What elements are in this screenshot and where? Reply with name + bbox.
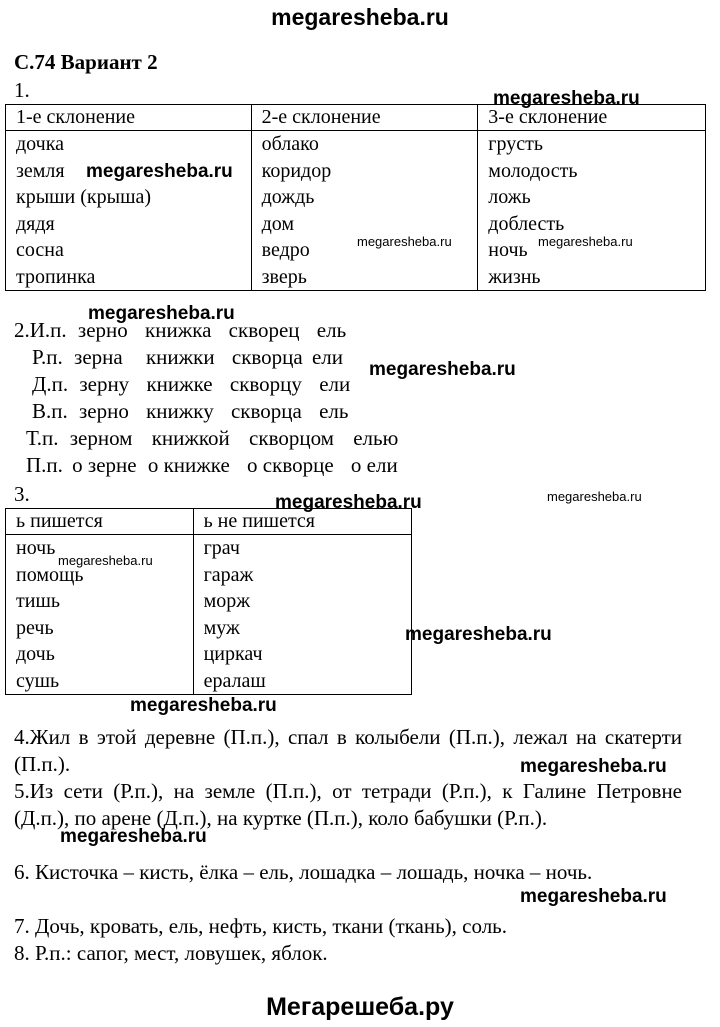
case-word: ели bbox=[311, 345, 344, 369]
table-cell: ночь bbox=[6, 535, 194, 562]
table-cell: ералаш bbox=[193, 668, 411, 695]
column-header: 3-е склонение bbox=[478, 105, 706, 131]
watermark: megaresheba.ru bbox=[493, 88, 640, 109]
table-cell: дом bbox=[251, 211, 478, 238]
soft-sign-table bbox=[5, 508, 412, 695]
case-word: книжка bbox=[145, 318, 212, 342]
table-cell: тишь bbox=[6, 588, 194, 615]
watermark: megaresheba.ru bbox=[58, 553, 153, 568]
case-word: книжкой bbox=[151, 426, 230, 450]
table-cell: помощь bbox=[6, 562, 194, 589]
task-number: 2. bbox=[14, 318, 30, 342]
answer-text: 5.Из сети (Р.п.), на земле (П.п.), от тетради (Р.п.), к Галине Петровне (Д.п.), по арене (Д.п.), на куртке (П.п.), коло бабушки (Р.п.). bbox=[14, 779, 682, 830]
table-cell: дочка bbox=[6, 131, 252, 158]
watermark: megaresheba.ru bbox=[275, 492, 422, 513]
watermark: megaresheba.ru bbox=[547, 489, 642, 504]
case-word: о зерне bbox=[72, 453, 137, 477]
table-cell: сушь bbox=[6, 668, 194, 695]
table-row bbox=[6, 668, 412, 695]
table-cell: ложь bbox=[478, 184, 706, 211]
case-row-genitive bbox=[32, 345, 343, 370]
case-word: ели bbox=[319, 372, 351, 396]
declension-table bbox=[5, 104, 706, 291]
watermark: megaresheba.ru bbox=[60, 826, 207, 847]
case-word: зерну bbox=[79, 372, 130, 396]
case-row-prepositional bbox=[26, 453, 398, 478]
table-cell: ведро bbox=[251, 237, 478, 264]
table-cell: морж bbox=[193, 588, 411, 615]
answer-task6 bbox=[14, 859, 682, 886]
table-cell: молодость bbox=[478, 158, 706, 185]
table-cell: сосна bbox=[6, 237, 252, 264]
site-header: megaresheba.ru bbox=[271, 4, 449, 30]
case-word: скворец bbox=[228, 318, 300, 342]
table-cell: грусть bbox=[478, 131, 706, 158]
case-word: о книжке bbox=[147, 453, 230, 477]
case-word: скворцом bbox=[249, 426, 334, 450]
answer-text: 4.Жил в этой деревне (П.п.), спал в колыбели (П.п.), лежал на скатерти (П.п.). bbox=[14, 725, 682, 776]
table-cell: тропинка bbox=[6, 264, 252, 291]
table-cell: дядя bbox=[6, 211, 252, 238]
table-row bbox=[6, 615, 412, 642]
case-word: о скворце bbox=[247, 453, 334, 477]
watermark: megaresheba.ru bbox=[357, 234, 452, 249]
answer-text: 8. Р.п.: сапог, мест, ловушек, яблок. bbox=[14, 941, 328, 965]
table-row bbox=[6, 264, 706, 291]
answer-task8 bbox=[14, 940, 682, 967]
case-word: книжке bbox=[146, 372, 213, 396]
case-word: зерна bbox=[74, 345, 123, 369]
case-label: В.п. bbox=[32, 399, 68, 423]
task1-number: 1. bbox=[14, 78, 30, 102]
watermark: megaresheba.ru bbox=[538, 234, 633, 249]
watermark: megaresheba.ru bbox=[86, 161, 233, 182]
case-word: книжку bbox=[146, 399, 214, 423]
case-word: зерно bbox=[77, 318, 128, 342]
watermark: megaresheba.ru bbox=[520, 886, 667, 907]
table-cell: жизнь bbox=[478, 264, 706, 291]
table-cell: ночь bbox=[478, 237, 706, 264]
case-word: ель bbox=[319, 399, 349, 423]
table-cell: доблесть bbox=[478, 211, 706, 238]
answer-task7 bbox=[14, 913, 682, 940]
case-word: елью bbox=[353, 426, 399, 450]
table-row bbox=[6, 641, 412, 668]
table-cell: муж bbox=[193, 615, 411, 642]
column-header: ь пишется bbox=[6, 509, 194, 535]
table-cell: коридор bbox=[251, 158, 478, 185]
table-cell: облако bbox=[251, 131, 478, 158]
watermark: megaresheba.ru bbox=[88, 303, 235, 324]
task3-number: 3. bbox=[14, 482, 30, 506]
table-cell: речь bbox=[6, 615, 194, 642]
table-cell: грач bbox=[193, 535, 411, 562]
watermark: megaresheba.ru bbox=[520, 756, 667, 777]
case-word: скворцу bbox=[229, 372, 302, 396]
page-title: С.74 Вариант 2 bbox=[14, 50, 158, 74]
table-cell: земля bbox=[6, 158, 252, 185]
watermark: megaresheba.ru bbox=[405, 624, 552, 645]
case-word: книжки bbox=[145, 345, 215, 369]
table-row bbox=[6, 131, 706, 158]
case-word: скворца bbox=[231, 345, 303, 369]
table-cell: крыши (крыша) bbox=[6, 184, 252, 211]
table-cell: зверь bbox=[251, 264, 478, 291]
column-header: ь не пишется bbox=[193, 509, 411, 535]
table-cell: дочь bbox=[6, 641, 194, 668]
case-word: о ели bbox=[350, 453, 398, 477]
case-word: зерно bbox=[79, 399, 129, 423]
table-row bbox=[6, 184, 706, 211]
case-label: И.п. bbox=[29, 318, 67, 342]
table-cell: циркач bbox=[193, 641, 411, 668]
table-row bbox=[6, 588, 412, 615]
case-label: П.п. bbox=[26, 453, 63, 477]
case-label: Р.п. bbox=[32, 345, 63, 369]
table-cell: гараж bbox=[193, 562, 411, 589]
case-word: скворца bbox=[230, 399, 302, 423]
case-label: Д.п. bbox=[32, 372, 69, 396]
case-row-dative bbox=[32, 372, 350, 397]
case-word: зерном bbox=[69, 426, 133, 450]
watermark: megaresheba.ru bbox=[130, 695, 277, 716]
case-row-instrumental bbox=[26, 426, 398, 451]
answer-text: 6. Кисточка – кисть, ёлка – ель, лошадка – лошадь, ночка – ночь. bbox=[14, 860, 593, 884]
case-row-accusative bbox=[32, 399, 348, 424]
column-header: 1-е склонение bbox=[6, 105, 252, 131]
case-label: Т.п. bbox=[26, 426, 59, 450]
answer-task5 bbox=[14, 778, 682, 832]
table-cell: дождь bbox=[251, 184, 478, 211]
case-word: ель bbox=[316, 318, 347, 342]
watermark: megaresheba.ru bbox=[369, 359, 516, 380]
answer-text: 7. Дочь, кровать, ель, нефть, кисть, ткани (ткань), соль. bbox=[14, 914, 508, 938]
site-footer: Мегарешеба.ру bbox=[266, 993, 454, 1021]
column-header: 2-е склонение bbox=[251, 105, 478, 131]
